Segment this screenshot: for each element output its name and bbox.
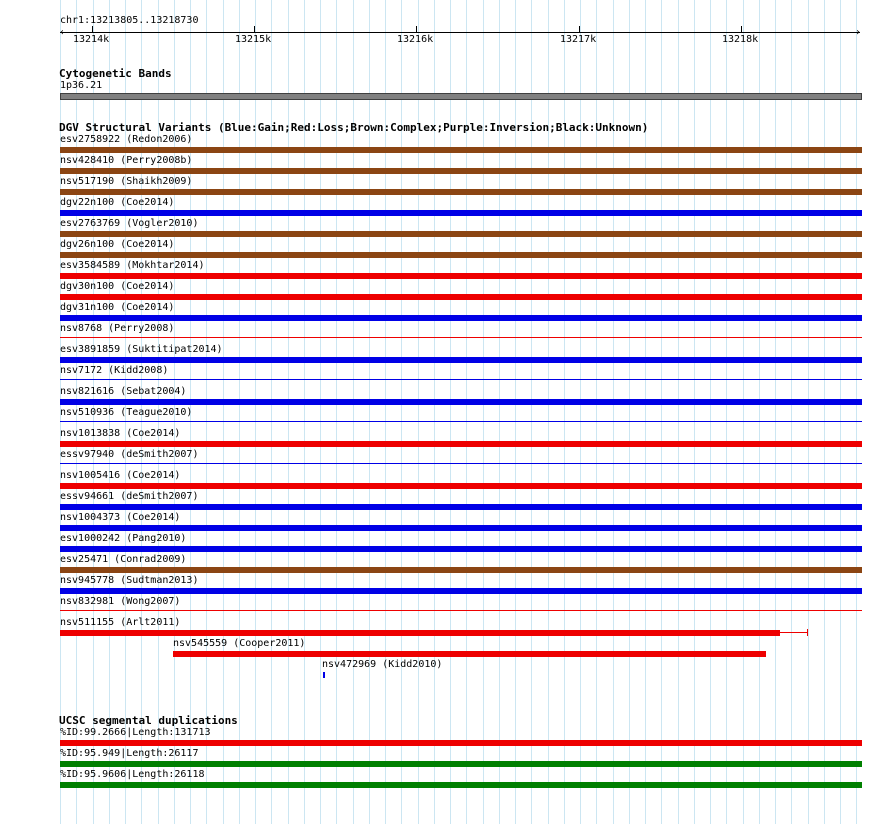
variant-label: dgv22n100 (Coe2014) — [60, 197, 175, 208]
variant-bar[interactable] — [60, 231, 862, 237]
variant-bar[interactable] — [60, 567, 862, 573]
variant-label: esv2758922 (Redon2006) — [60, 134, 193, 145]
ruler-tick — [254, 26, 255, 33]
variant-bar[interactable] — [60, 379, 862, 380]
segdup-bar[interactable] — [60, 761, 862, 767]
variant-label: nsv832981 (Wong2007) — [60, 596, 181, 607]
variant-label: nsv428410 (Perry2008b) — [60, 155, 193, 166]
segdup-label: %ID:95.949|Length:26117 — [60, 748, 199, 759]
variant-label: dgv26n100 (Coe2014) — [60, 239, 175, 250]
variant-label: dgv31n100 (Coe2014) — [60, 302, 175, 313]
variant-label: esv25471 (Conrad2009) — [60, 554, 187, 565]
variant-bar[interactable] — [60, 189, 862, 195]
variant-bar[interactable] — [60, 168, 862, 174]
variant-label: esv2763769 (Vogler2010) — [60, 218, 199, 229]
variant-label: essv97940 (deSmith2007) — [60, 449, 199, 460]
variant-label: nsv1005416 (Coe2014) — [60, 470, 181, 481]
variant-bar[interactable] — [60, 441, 862, 447]
variant-bar[interactable] — [323, 672, 325, 678]
variant-bar[interactable] — [60, 504, 862, 510]
variant-label: esv3584589 (Mokhtar2014) — [60, 260, 205, 271]
variant-bar[interactable] — [60, 147, 862, 153]
variant-extension-line — [780, 632, 807, 633]
cytoband-name: 1p36.21 — [60, 80, 103, 91]
ruler-tick — [741, 26, 742, 33]
segdup-label: %ID:99.2666|Length:131713 — [60, 727, 211, 738]
ruler-tick — [92, 26, 93, 33]
variant-label: nsv510936 (Teague2010) — [60, 407, 193, 418]
variant-bar[interactable] — [60, 421, 862, 422]
variant-label: essv94661 (deSmith2007) — [60, 491, 199, 502]
ruler-tick-label: 13218k — [722, 34, 759, 45]
variant-label: nsv821616 (Sebat2004) — [60, 386, 187, 397]
variant-bar[interactable] — [60, 357, 862, 363]
variant-bar[interactable] — [60, 525, 862, 531]
variant-label: nsv545559 (Cooper2011) — [173, 638, 306, 649]
segdup-bar[interactable] — [60, 740, 862, 746]
variant-label: nsv472969 (Kidd2010) — [322, 659, 443, 670]
variant-bar[interactable] — [173, 651, 766, 657]
segdup-label: %ID:95.9606|Length:26118 — [60, 769, 205, 780]
segdup-track-title[interactable]: UCSC segmental duplications — [59, 714, 238, 727]
variant-bar[interactable] — [60, 630, 780, 636]
variant-label: nsv945778 (Sudtman2013) — [60, 575, 199, 586]
variant-extension-end — [807, 629, 808, 636]
variant-bar[interactable] — [60, 315, 862, 321]
variant-bar[interactable] — [60, 588, 862, 594]
variant-bar[interactable] — [60, 463, 862, 464]
ruler-tick-label: 13216k — [397, 34, 434, 45]
segdup-bar[interactable] — [60, 782, 862, 788]
ruler-left-arrow: ‹ — [59, 27, 66, 38]
variant-bar[interactable] — [60, 546, 862, 552]
variant-bar[interactable] — [60, 294, 862, 300]
variant-label: dgv30n100 (Coe2014) — [60, 281, 175, 292]
ruler-tick — [579, 26, 580, 33]
ruler-tick-label: 13217k — [560, 34, 597, 45]
variant-bar[interactable] — [60, 399, 862, 405]
variant-bar[interactable] — [60, 610, 862, 611]
variant-bar[interactable] — [60, 252, 862, 258]
ruler-right-arrow: › — [855, 27, 862, 38]
variant-bar[interactable] — [60, 273, 862, 279]
ruler-axis — [60, 32, 860, 33]
variant-label: esv3891859 (Suktitipat2014) — [60, 344, 223, 355]
variant-bar[interactable] — [60, 337, 862, 338]
variant-label: nsv1004373 (Coe2014) — [60, 512, 181, 523]
ruler-tick — [416, 26, 417, 33]
variant-label: nsv517190 (Shaikh2009) — [60, 176, 193, 187]
dgv-track-title[interactable]: DGV Structural Variants (Blue:Gain;Red:Loss;Brown:Complex;Purple:Inversion;Black:Unknown) — [59, 121, 649, 134]
ruler-tick-label: 13215k — [235, 34, 272, 45]
variant-bar[interactable] — [60, 483, 862, 489]
variant-label: nsv1013838 (Coe2014) — [60, 428, 181, 439]
cytoband-bar[interactable] — [60, 93, 862, 100]
variant-label: nsv511155 (Arlt2011) — [60, 617, 181, 628]
variant-label: esv1000242 (Pang2010) — [60, 533, 187, 544]
position-label: chr1:13213805..13218730 — [60, 15, 199, 26]
cytoband-track-title[interactable]: Cytogenetic Bands — [59, 67, 172, 80]
variant-label: nsv7172 (Kidd2008) — [60, 365, 169, 376]
ruler-tick-label: 13214k — [73, 34, 110, 45]
variant-bar[interactable] — [60, 210, 862, 216]
variant-label: nsv8768 (Perry2008) — [60, 323, 175, 334]
